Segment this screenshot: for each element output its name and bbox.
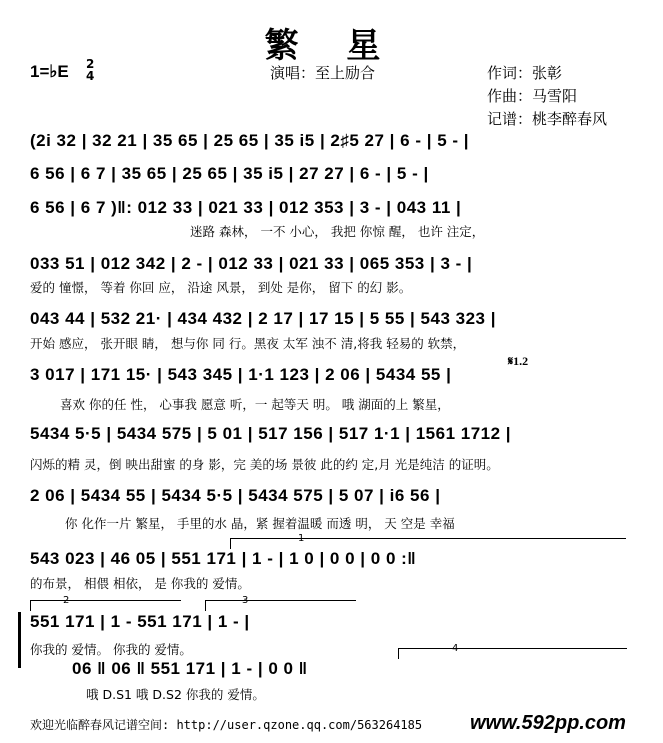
melody-line: 033 51 | 012 342 | 2 - | 012 33 | 021 33 | 065 353 | 3 - | (30, 254, 473, 273)
score-row (30, 549, 630, 573)
volta-bracket-4 (398, 648, 627, 659)
lyricist-credit: 作词：张彰 (487, 64, 563, 82)
lyric-line: 开始 感应， 张开眼 睛， 想与你 同 行。黑夜 太军 浊不 清,将我 轻易的 软禁， (30, 336, 466, 351)
melody-line: (2i 32 | 32 21 | 35 65 | 25 65 | 35 i5 | 2♯5 27 | 6 - | 5 - | (30, 131, 470, 150)
footer-text: 欢迎光临醉春风记谱空间: http://user.qzone.qq.com/563264185 (30, 718, 423, 732)
singer-credit: 演唱：至上励合 (270, 64, 376, 82)
time-numerator: 2 (86, 57, 95, 71)
score-row (30, 486, 630, 510)
lyric-line: 迷路 森林， 一不 小心， 我把 你惊 醒， 也许 注定， (190, 224, 485, 239)
lyric-line: 闪烁的精 灵，倒 映出甜蜜 的身 影，完 美的场 景彼 此的约 定,月 光是纯洁 的证明。 (30, 457, 499, 472)
score-row (30, 198, 630, 222)
score-row (30, 164, 630, 188)
melody-line: 6 56 | 6 7 )‖: 012 33 | 021 33 | 012 353 | 3 - | 043 11 | (30, 198, 462, 217)
lyric-line: 爱的 憧憬， 等着 你回 应， 沿途 风景， 到处 是你， 留下 的幻 影。 (30, 280, 412, 295)
score-row (30, 424, 630, 448)
volta-number: 2 (63, 595, 70, 606)
lyric-line: 的布景， 相偎 相依， 是 你我的 爱情。 (30, 576, 250, 591)
volta-number: 3 (242, 595, 249, 606)
left-system-bracket (18, 612, 21, 668)
lyric-line: 你 化作一片 繁星， 手里的水 晶，紧 握着温暖 而透 明， 天 空是 幸福 (65, 516, 455, 531)
melody-line: 6 56 | 6 7 | 35 65 | 25 65 | 35 i5 | 27 27 | 6 - | 5 - | (30, 164, 429, 183)
volta-number: 1 (298, 533, 305, 544)
melody-line: 06 ‖ 06 ‖ 551 171 | 1 - | 0 0 ‖ (72, 659, 308, 678)
key-signature (30, 62, 69, 82)
melody-line: 543 023 | 46 05 | 551 171 | 1 - | 1 0 | 0 0 | 0 0 :‖ (30, 549, 417, 568)
lyric-line: 喜欢 你的任 性， 心事我 愿意 听，一 起等天 明。 哦 湖面的上 繁星， (60, 397, 450, 412)
song-title: 繁 星 (264, 26, 399, 66)
key-text: 1=♭E (30, 62, 69, 81)
score-row (30, 131, 630, 155)
melody-line: 5434 5·5 | 5434 575 | 5 01 | 517 156 | 517 1·1 | 1561 1712 | (30, 424, 512, 443)
site-watermark: www.592pp.com (470, 712, 626, 734)
score-row (72, 659, 663, 683)
volta-number: 4 (452, 643, 459, 654)
score-row (30, 365, 630, 389)
score-row (30, 309, 630, 333)
melody-line: 043 44 | 532 21· | 434 432 | 2 17 | 17 15 | 5 55 | 543 323 | (30, 309, 496, 328)
time-signature (86, 58, 94, 82)
time-denominator: 4 (86, 69, 95, 83)
melody-line: 3 017 | 171 15· | 543 345 | 1·1 123 | 2 06 | 5434 55 | (30, 365, 452, 384)
composer-credit: 作曲：马雪阳 (487, 87, 578, 105)
volta-bracket-1 (230, 538, 626, 549)
volta-bracket-2 (30, 600, 181, 611)
segno-mark: 𝄋1.2 (508, 354, 529, 368)
lyric-line: 哦 D.S1 哦 D.S2 你我的 爱情。 (86, 687, 265, 702)
score-row (30, 254, 630, 278)
melody-line: 551 171 | 1 - 551 171 | 1 - | (30, 612, 250, 631)
transcriber-credit: 记谱：桃李醉春风 (487, 110, 608, 128)
volta-bracket-3 (205, 600, 356, 611)
melody-line: 2 06 | 5434 55 | 5434 5·5 | 5434 575 | 5 07 | i6 56 | (30, 486, 441, 505)
score-row (30, 612, 630, 636)
lyric-line: 你我的 爱情。 你我的 爱情。 (30, 642, 192, 657)
